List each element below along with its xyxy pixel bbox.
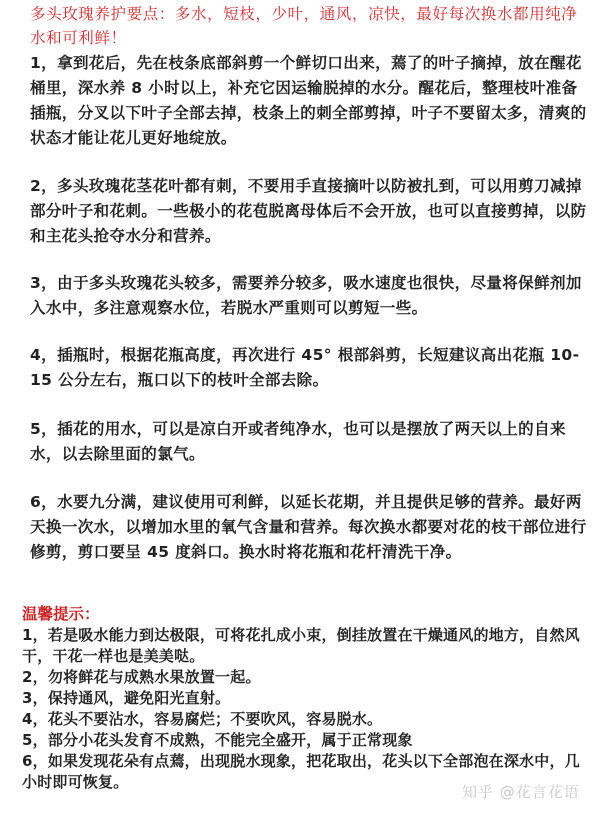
care-step-1: 1，拿到花后，先在枝条底部斜剪一个鲜切口出来，蔫了的叶子摘掉，放在醒花桶里，深水养 8 小时以上，补充它因运输脱掉的水分。醒花后，整理枝叶准备插瓶，分叉以下叶子全部去掉，枝条上的刺全部剪掉，叶子不要留太多，清爽的状态才能让花儿更好地绽放。 — [30, 54, 587, 147]
care-step-5: 5，插花的用水，可以是凉白开或者纯净水，也可以是摆放了两天以上的自来水，以去除里面的氯气。 — [30, 420, 566, 463]
intro-summary: 多头玫瑰养护要点：多水，短枝，少叶，通风，凉快，最好每次换水都用纯净水和可利鲜！ — [30, 5, 578, 47]
tip-item-2: 2，勿将鲜花与成熟水果放置一起。 — [22, 668, 261, 686]
zhihu-watermark: 知乎 @花言花语 — [462, 783, 580, 801]
care-step-4: 4，插瓶时，根据花瓶高度，再次进行 45° 根部斜剪，长短建议高出花瓶 10-15 公分左右，瓶口以下的枝叶全部去除。 — [30, 346, 580, 389]
tips-heading: 温馨提示： — [22, 605, 100, 623]
care-step-2: 2，多头玫瑰花茎花叶都有刺，不要用手直接摘叶以防被扎到，可以用剪刀减掉部分叶子和花刺。一些极小的花苞脱离母体后不会开放，也可以直接剪掉，以防和主花头抢夺水分和营养。 — [30, 177, 587, 245]
care-step-6: 6，水要九分满，建议使用可利鲜，以延长花期，并且提供足够的营养。最好两天换一次水，以增加水里的氧气含量和营养。每次换水都要对花的枝干部位进行修剪，剪口要呈 45 度斜口。换水时将花瓶和花杆清洗干净。 — [30, 493, 587, 561]
care-step-3: 3，由于多头玫瑰花头较多，需要养分较多，吸水速度也很快，尽量将保鲜剂加入水中，多注意观察水位，若脱水严重则可以剪短一些。 — [30, 274, 582, 317]
tip-item-3: 3，保持通风，避免阳光直射。 — [22, 689, 231, 707]
tip-item-1: 1，若是吸水能力到达极限，可将花扎成小束，倒挂放置在干燥通风的地方，自然风干，干花一样也是美美哒。 — [22, 626, 580, 665]
tip-item-5: 5，部分小花头发育不成熟，不能完全盛开，属于正常现象 — [22, 731, 413, 749]
tip-item-4: 4，花头不要沾水，容易腐烂；不要吹风，容易脱水。 — [22, 710, 383, 728]
tip-item-6: 6，如果发现花朵有点蔫，出现脱水现象，把花取出，花头以下全部泡在深水中，几小时即可恢复。 — [22, 752, 580, 791]
